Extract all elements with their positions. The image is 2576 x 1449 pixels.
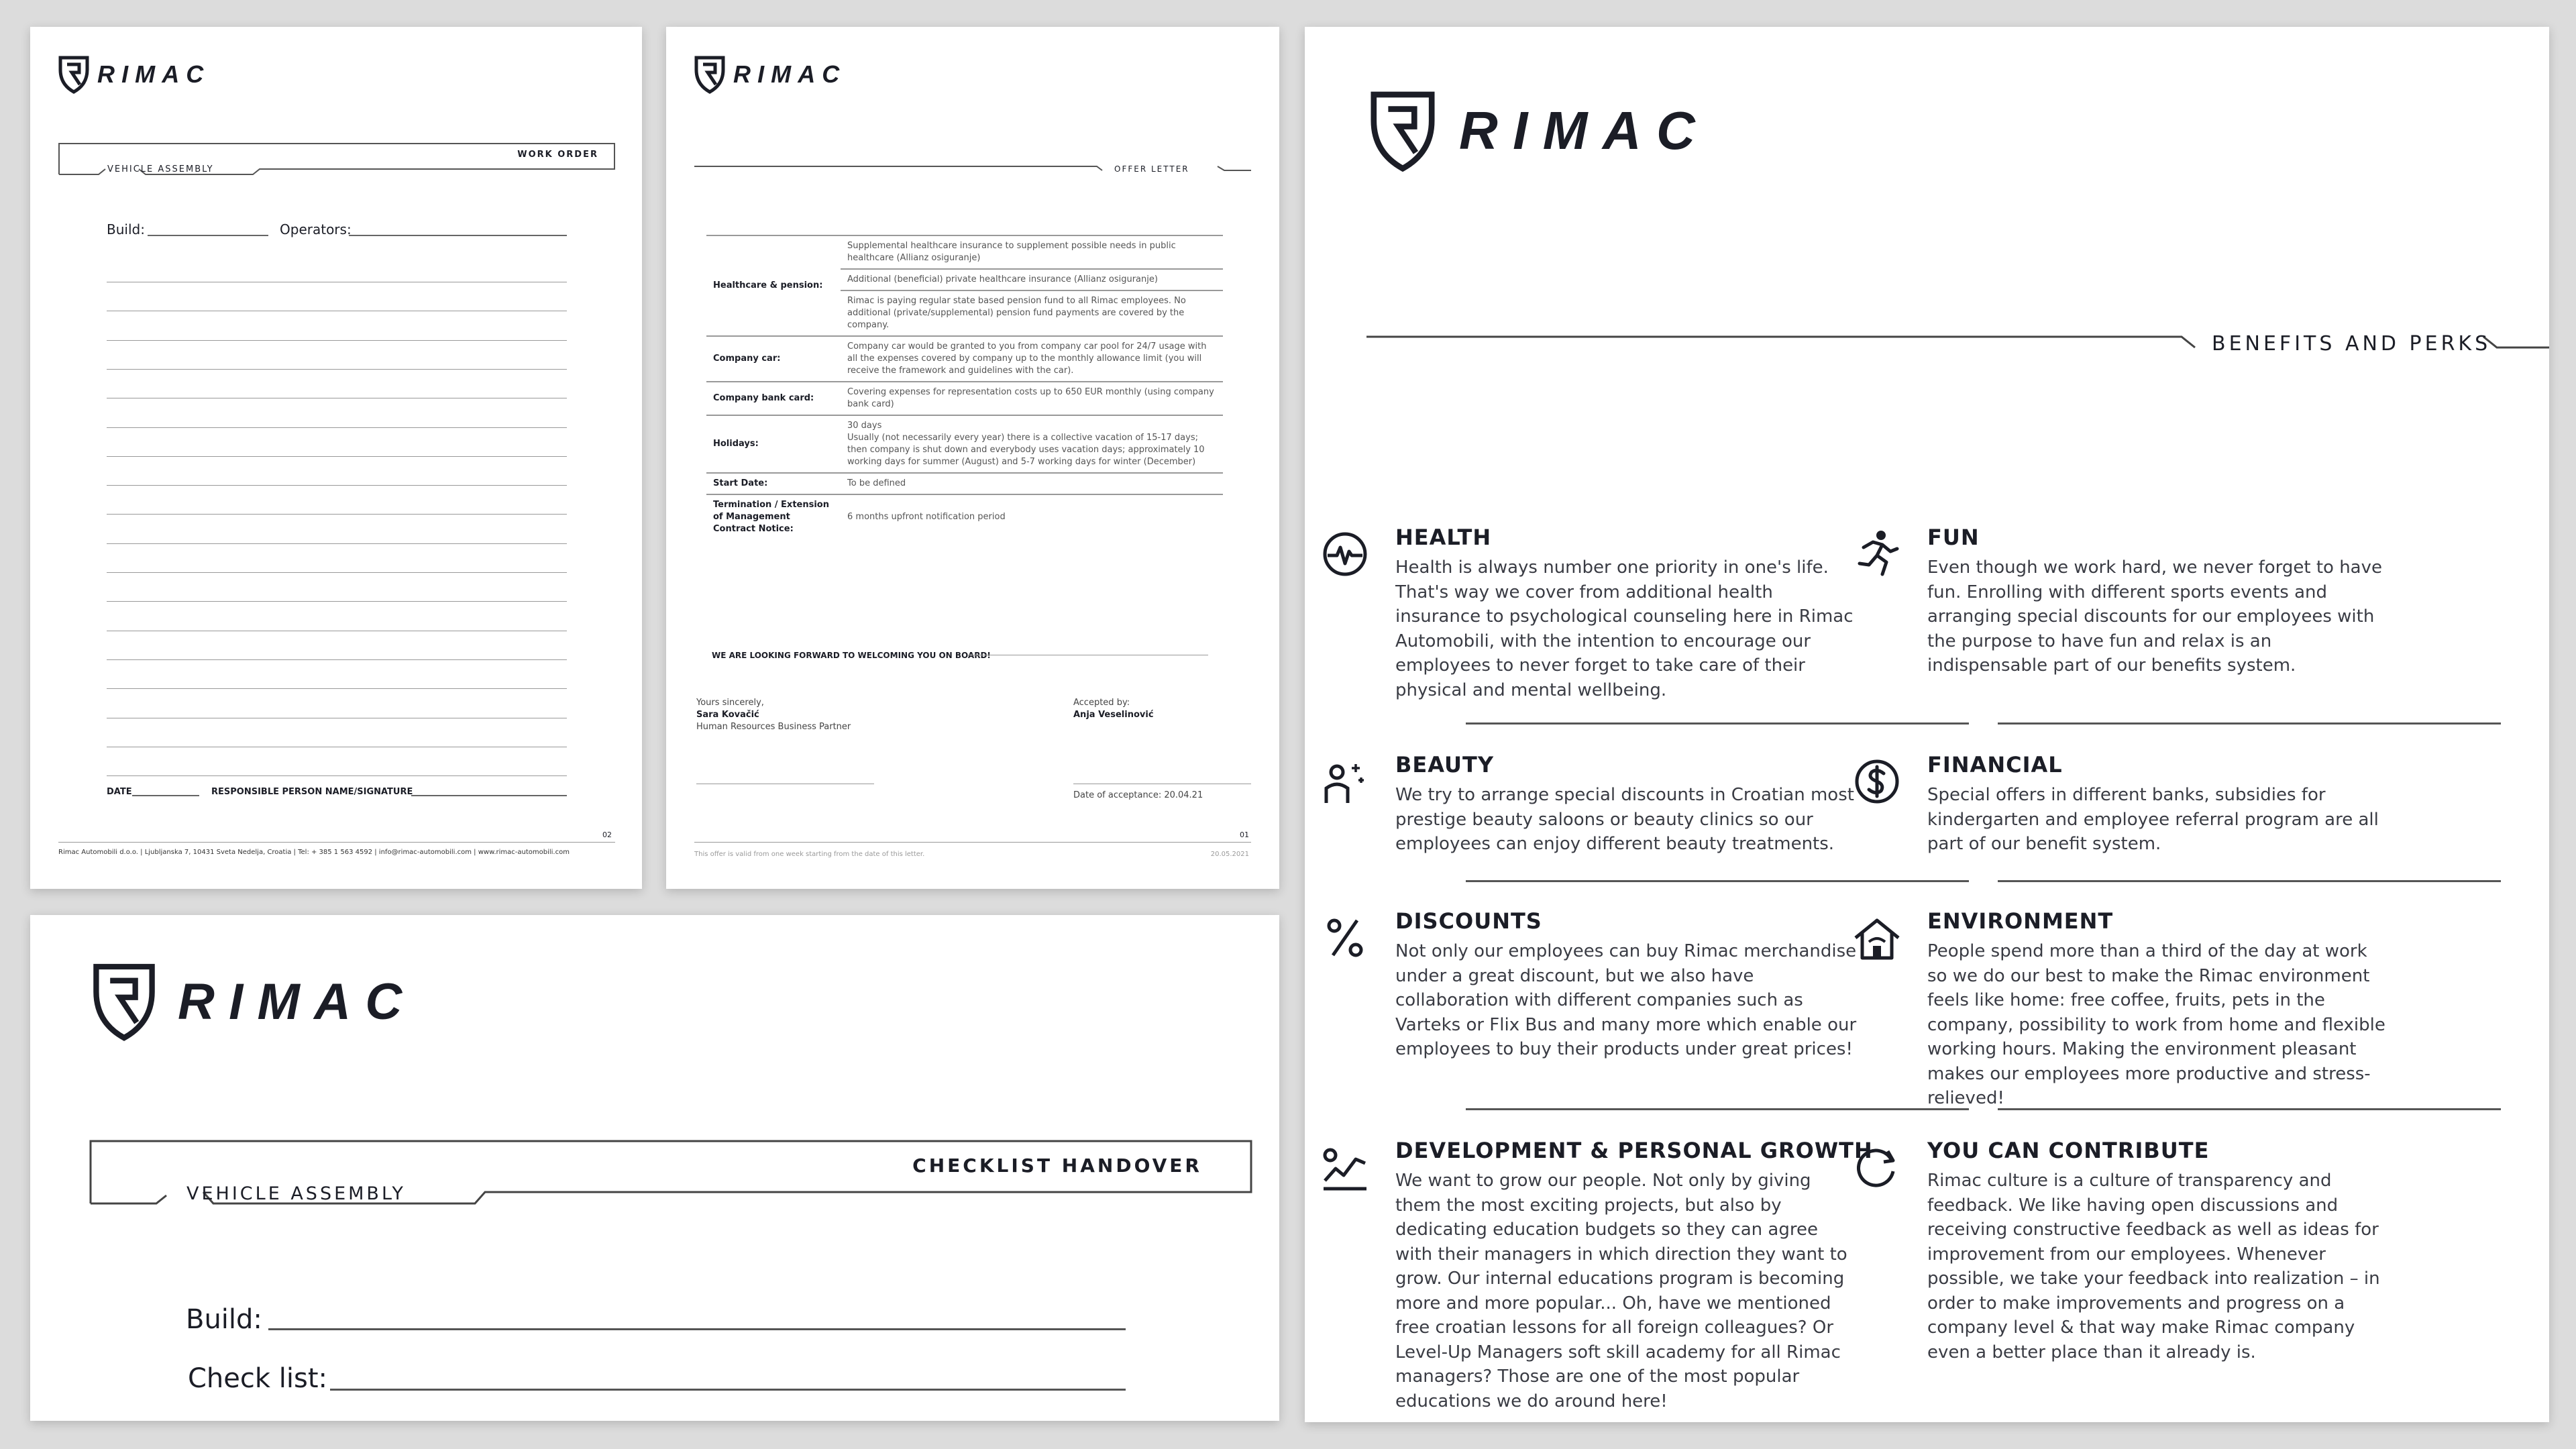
offer-letter-acceptance-date: Date of acceptance: 20.04.21 (1073, 790, 1203, 800)
benefit-text: Even though we work hard, we never forget to have fun. Enrolling with different sports events and arranging special discounts for our employees with the purpose to have fun and relax is an indispensable part of our benefits system. (1927, 557, 2382, 676)
offer-row-label: Holidays: (706, 415, 841, 473)
work-order-writing-line[interactable] (107, 659, 567, 660)
benefit-title: FUN (1927, 525, 1980, 550)
rimac-wordmark: RIMAC (97, 60, 211, 88)
offer-row-value: To be defined (841, 473, 1223, 494)
offer-letter-accepted-by: Accepted by: (1073, 698, 1130, 708)
benefit-title: DISCOUNTS (1395, 908, 1542, 934)
offer-table-row (706, 382, 1223, 415)
percent-icon (1318, 911, 1372, 965)
benefit-text: Rimac culture is a culture of transparency and feedback. We like having open discussions and receiving constructive feedback as well as ideas for improvement from our employees. Whenever possible, we take your feedback into realization – in order to make improvements and progress on a company level & that way make Rimac company even a better place than it already is. (1927, 1171, 2380, 1362)
rimac-shield-icon (57, 55, 91, 94)
offer-row-label: Company bank card: (706, 382, 841, 415)
offer-row-value: Covering expenses for representation costs up to 650 EUR monthly (using company bank card) (841, 382, 1223, 415)
offer-letter-signer-name: Sara Kovačić (696, 710, 759, 720)
rimac-wordmark: RIMAC (733, 60, 847, 88)
work-order-responsible-label: RESPONSIBLE PERSON NAME/SIGNATURE (211, 787, 413, 797)
offer-row-value: 6 months upfront notification period (841, 494, 1223, 539)
checklist-build-field[interactable] (268, 1328, 1126, 1330)
benefit-text: We want to grow our people. Not only by giving them the most exciting projects, but also by dedicating education budgets so they can agree with their managers in which direction they want to grow. Our internal educations program is becoming more and more popular... Oh, have we mentioned free croatian lessons for all foreign colleagues? Or Level-Up Managers soft skill academy for all Rimac managers? Those are one of the most popular educations we do around here! (1395, 1171, 1847, 1411)
work-order-writing-line[interactable] (107, 427, 567, 428)
offer-table-row (706, 235, 1223, 269)
rimac-logo (1366, 89, 1710, 173)
work-order-writing-line[interactable] (107, 543, 567, 544)
checklist-header-left: VEHICLE ASSEMBLY (186, 1183, 406, 1204)
offer-row-value: Additional (beneficial) private healthcare insurance (Allianz osiguranje) (841, 269, 1223, 290)
benefit-text: We try to arrange special discounts in Croatian most prestige beauty saloons or beauty clinics so our employees can enjoy different beauty treatments. (1395, 785, 1854, 854)
work-order-footer-rule (58, 842, 615, 843)
benefit-text: Not only our employees can buy Rimac merchandise under a great discount, but we also have collaboration with different companies such as Varteks or Flix Bus and many more which enable our employees to buy their products under great prices! (1395, 941, 1857, 1059)
offer-letter-footer-note: This offer is valid from one week starting from the date of this letter. (694, 851, 925, 858)
work-order-footer: Rimac Automobili d.o.o. | Ljubljanska 7, 10431 Sveta Nedelja, Croatia | Tel: + 385 1 563 4592 | info@rimac-automobili.com | www.rimac-automobili.com (58, 849, 570, 856)
benefit-title: ENVIRONMENT (1927, 908, 2114, 934)
work-order-build-field[interactable] (148, 235, 268, 236)
work-order-date-label: DATE (107, 787, 132, 797)
work-order-operators-field[interactable] (349, 235, 567, 236)
work-order-writing-line[interactable] (107, 369, 567, 370)
work-order-writing-line[interactable] (107, 601, 567, 602)
dollar-coin-icon (1850, 755, 1904, 808)
work-order-writing-line[interactable] (107, 340, 567, 341)
benefit-divider (1998, 880, 2501, 882)
benefits-sheet (1305, 27, 2549, 1422)
rimac-wordmark: RIMAC (1459, 101, 1711, 160)
growth-chart-icon (1318, 1140, 1372, 1194)
benefit-title: BEAUTY (1395, 752, 1495, 777)
rimac-logo (89, 961, 416, 1042)
work-order-date-field[interactable] (132, 795, 199, 796)
offer-row-value: Company car would be granted to you from company car pool for 24/7 usage with all the expenses covered by company up to the monthly allowance limit (you will receive the framework and guidelines with the car). (841, 336, 1223, 382)
rimac-logo (693, 55, 846, 94)
offer-letter-header-right: OFFER LETTER (1114, 164, 1189, 174)
benefit-title: HEALTH (1395, 525, 1492, 550)
offer-letter-acceptor-name: Anja Veselinović (1073, 710, 1154, 720)
benefit-title: DEVELOPMENT & PERSONAL GROWTH (1395, 1138, 1873, 1163)
offer-row-value: Supplemental healthcare insurance to supplement possible needs in public healthcare (Allianz osiguranje) (841, 235, 1223, 269)
offer-table-row (706, 415, 1223, 473)
offer-letter-page-number: 01 (1240, 830, 1249, 839)
benefit-text: People spend more than a third of the day at work so we do our best to make the Rimac environment feels like home: free coffee, fruits, pets in the company, possibility to work from home and flexible working hours. Making the environment pleasant makes our employees more productive and stress-relieved! (1927, 941, 2385, 1108)
offer-row-label: Start Date: (706, 473, 841, 494)
checklist-sheet (30, 915, 1279, 1421)
rimac-wordmark: RIMAC (178, 973, 417, 1030)
offer-row-label: Healthcare & pension: (706, 235, 841, 336)
rimac-shield-icon (1366, 89, 1439, 173)
offer-table-row (706, 336, 1223, 382)
offer-row-label: Termination / Extension of Management Contract Notice: (706, 494, 841, 539)
offer-letter-table (706, 235, 1223, 539)
benefit-text: Health is always number one priority in one's life. That's way we cover from additional health insurance to psychological counseling here in Rimac Automobili, with the intention to encourage our employees to never forget to take care of their physical and mental wellbeing. (1395, 557, 1854, 700)
offer-letter-footer-rule (694, 842, 1251, 843)
work-order-writing-line[interactable] (107, 456, 567, 457)
home-wifi-icon (1850, 911, 1904, 965)
benefit-divider (1466, 880, 1969, 882)
offer-table-row (706, 494, 1223, 539)
offer-letter-signer-title: Human Resources Business Partner (696, 722, 851, 732)
offer-letter-sheet (666, 27, 1279, 889)
work-order-page-number: 02 (602, 830, 612, 839)
benefits-section-title: BENEFITS AND PERKS (2212, 332, 2491, 356)
benefit-divider (1998, 722, 2501, 724)
work-order-writing-line[interactable] (107, 485, 567, 486)
heart-pulse-icon (1318, 527, 1372, 581)
offer-letter-sincerely: Yours sincerely, (696, 698, 764, 708)
benefit-text: Special offers in different banks, subsidies for kindergarten and employee referral program are all part of our benefit system. (1927, 785, 2379, 854)
sparkle-person-icon (1318, 755, 1372, 808)
work-order-writing-line[interactable] (107, 688, 567, 689)
offer-table-row (706, 473, 1223, 494)
work-order-header-right: WORK ORDER (517, 150, 598, 160)
refresh-cycle-icon (1850, 1140, 1904, 1194)
benefit-divider (1998, 1108, 2501, 1110)
benefit-divider (1466, 1108, 1969, 1110)
running-person-icon (1850, 527, 1904, 581)
work-order-writing-line[interactable] (107, 775, 567, 776)
work-order-header-left: VEHICLE ASSEMBLY (107, 164, 214, 174)
offer-letter-footer-date: 20.05.2021 (1210, 851, 1249, 858)
work-order-writing-line[interactable] (107, 572, 567, 573)
offer-row-label: Company car: (706, 336, 841, 382)
offer-row-value: Rimac is paying regular state based pension fund to all Rimac employees. No additional (private/supplemental) pension fund payments are covered by the company. (841, 290, 1223, 336)
work-order-operators-label: Operators: (280, 221, 352, 237)
work-order-build-label: Build: (107, 221, 145, 237)
benefit-title: YOU CAN CONTRIBUTE (1927, 1138, 2210, 1163)
work-order-writing-line[interactable] (107, 514, 567, 515)
benefit-title: FINANCIAL (1927, 752, 2063, 777)
checklist-header-right: CHECKLIST HANDOVER (912, 1155, 1202, 1177)
rimac-shield-icon (89, 961, 159, 1042)
offer-letter-closing: WE ARE LOOKING FORWARD TO WELCOMING YOU ON BOARD! (712, 651, 991, 660)
work-order-responsible-field[interactable] (411, 795, 567, 796)
checklist-checklist-field[interactable] (330, 1389, 1126, 1391)
checklist-checklist-label: Check list: (188, 1363, 327, 1394)
rimac-logo (57, 55, 210, 94)
checklist-build-label: Build: (186, 1304, 262, 1335)
offer-row-value: 30 days Usually (not necessarily every year) there is a collective vacation of 15-17 days; then company is shut down and everybody uses vacation days; approximately 10 working days for summer (August) and 5-7 working days for winter (December) (841, 415, 1223, 473)
work-order-sheet (30, 27, 642, 889)
benefit-divider (1466, 722, 1969, 724)
rimac-shield-icon (693, 55, 727, 94)
